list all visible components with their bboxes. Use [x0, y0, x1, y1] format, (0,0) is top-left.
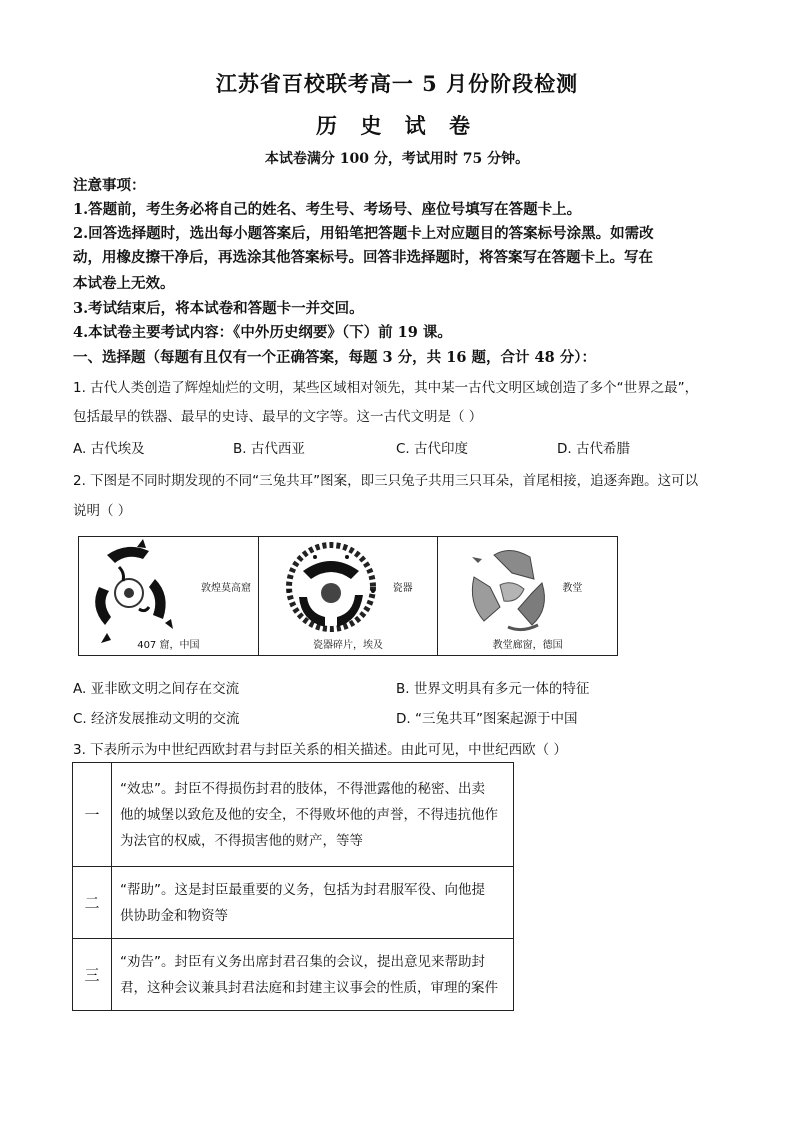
row-line: 他的城堡以致危及他的安全，不得败坏他的声誉，不得违抗他作 [120, 806, 498, 823]
notice-line: 4.本试卷主要考试内容：《中外历史纲要》（下）前 19 课。 [73, 324, 452, 341]
row-number: 三 [73, 939, 112, 1011]
figure-panel-germany [438, 537, 617, 655]
q1-option-c: C. 古代印度 [396, 441, 469, 457]
notice-line: 1.答题前，考生务必将自己的姓名、考生号、考场号、座位号填写在答题卡上。 [73, 201, 582, 218]
panel-caption: 瓷器碎片，埃及 [313, 640, 383, 651]
q2-option-b: B. 世界文明具有多元一体的特征 [396, 681, 590, 697]
q1-option-b: B. 古代西亚 [233, 441, 305, 457]
exam-title: 江苏省百校联考高一 5 月份阶段检测 [215, 71, 579, 96]
row-line: 君，这种会议兼具封君法庭和封建主议事会的性质，审理的案件 [120, 979, 498, 996]
q2-option-c: C. 经济发展推动文明的交流 [73, 711, 240, 727]
notice-line: 3.考试结束后，将本试卷和答题卡一并交回。 [73, 300, 364, 317]
row-line: “劝告”。封臣有义务出席封君召集的会议，提出意见来帮助封 [120, 953, 485, 970]
table-row [73, 763, 514, 867]
q1-option-d: D. 古代希腊 [557, 441, 630, 457]
exam-info: 本试卷满分 100 分，考试用时 75 分钟。 [264, 151, 530, 167]
notice-line: 2.回答选择题时，选出每小题答案后，用铅笔把答题卡上对应题目的答案标号涂黑。如需改 [73, 225, 654, 242]
panel-caption: 教堂廊窗，德国 [492, 640, 563, 651]
figure-panel-dunhuang [79, 537, 259, 655]
table-row [73, 867, 514, 939]
panel-side-label: 瓷器 [392, 583, 413, 594]
row-content [112, 763, 514, 867]
figure-panel-egypt [259, 537, 439, 655]
panel-side-label: 教堂 [562, 583, 583, 594]
notice-heading: 注意事项： [73, 177, 146, 194]
q1-option-a: A. 古代埃及 [73, 441, 145, 457]
notice-line: 动，用橡皮擦干净后，再选涂其他答案标号。回答非选择题时，将答案写在答题卡上。写在 [73, 249, 653, 266]
three-rabbits-figure [78, 536, 618, 656]
notice-line: 本试卷上无效。 [73, 275, 175, 292]
question-1-line: 1. 古代人类创造了辉煌灿烂的文明，某些区域相对领先，其中某一古代文明区域创造了多个“世界之最”， [73, 380, 699, 396]
section-heading: 一、选择题（每题有且仅有一个正确答案，每题 3 分，共 16 题，合计 48 分）： [73, 349, 596, 366]
panel-caption: 407 窟，中国 [137, 640, 200, 651]
question-2-line: 说明（ ） [73, 503, 132, 519]
row-content [112, 867, 514, 939]
exam-subtitle: 历 史 试 卷 [316, 113, 478, 138]
row-content [112, 939, 514, 1011]
question-2-line: 2. 下图是不同时期发现的不同“三兔共耳”图案，即三只兔子共用三只耳朵，首尾相接，追逐奔跑。这可以 [73, 473, 699, 489]
q2-option-a: A. 亚非欧文明之间存在交流 [73, 681, 240, 697]
feudal-relations-table [72, 762, 514, 1011]
q2-option-d: D. “三兔共耳”图案起源于中国 [396, 711, 578, 727]
row-line: 供协助金和物资等 [120, 907, 228, 924]
row-line: “帮助”。这是封臣最重要的义务，包括为封君服军役、向他提 [120, 881, 485, 898]
question-1-line: 包括最早的铁器、最早的史诗、最早的文字等。这一古代文明是（ ） [73, 409, 483, 425]
row-number: 二 [73, 867, 112, 939]
row-line: 为法官的权威，不得损害他的财产，等等 [120, 832, 363, 849]
question-3-stem: 3. 下表所示为中世纪西欧封君与封臣关系的相关描述。由此可见，中世纪西欧（ ） [73, 742, 567, 758]
table-row [73, 939, 514, 1011]
panel-side-label: 敦煌莫高窟 [201, 583, 251, 594]
row-line: “效忠”。封臣不得损伤封君的肢体，不得泄露他的秘密、出卖 [120, 780, 485, 797]
row-number: 一 [73, 763, 112, 867]
